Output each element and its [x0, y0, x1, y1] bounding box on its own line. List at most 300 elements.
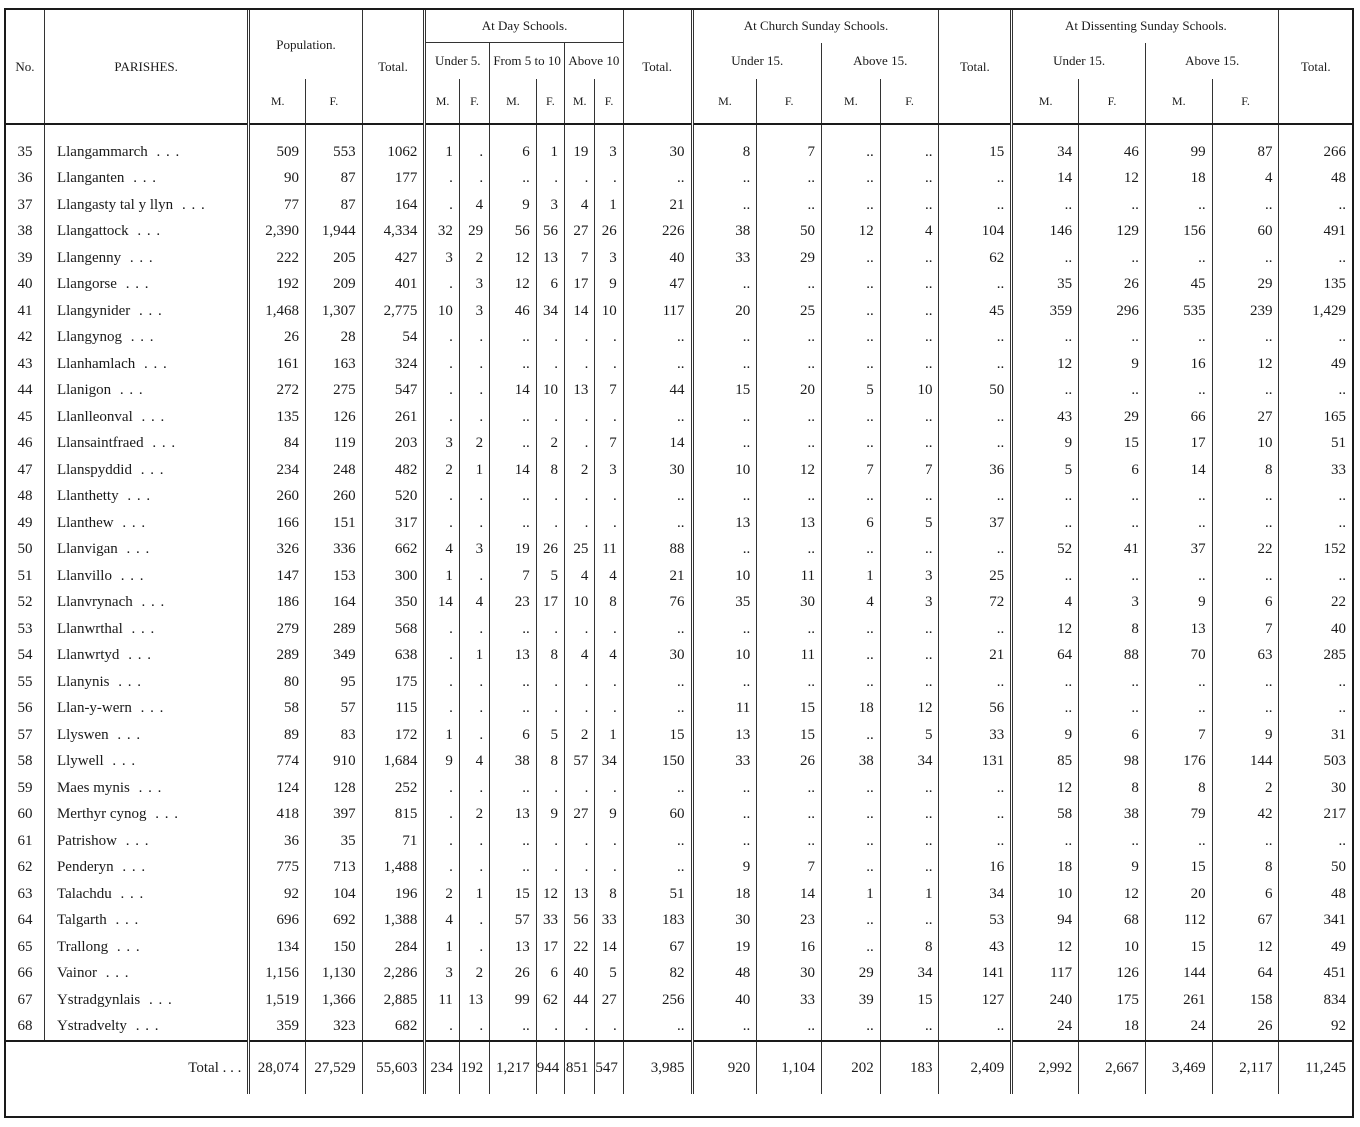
day-under5-m: . — [425, 802, 459, 829]
day-under5-f: 29 — [459, 219, 489, 246]
day-5to10-m: .. — [490, 669, 537, 696]
day-above10-m: 2 — [565, 457, 595, 484]
header-day-above10: Above 10 — [565, 43, 624, 80]
total-church-above15-m: 202 — [822, 1041, 881, 1094]
day-above10-f: 1 — [595, 722, 623, 749]
leader-dots: . . . — [115, 382, 144, 399]
pop-f: 104 — [306, 881, 363, 908]
diss-under15-m: 58 — [1012, 802, 1079, 829]
church-above15-m: .. — [822, 166, 881, 193]
day-5to10-f: . — [536, 775, 564, 802]
row-number: 65 — [6, 934, 44, 961]
parish-name — [44, 775, 248, 802]
header-m: M. — [249, 79, 306, 124]
parish-label: Llanvillo — [56, 567, 112, 584]
leader-dots: . . . — [135, 461, 165, 478]
church-above15-m: .. — [822, 325, 881, 352]
pop-total: 196 — [362, 881, 425, 908]
pop-f: 205 — [306, 245, 363, 272]
diss-under15-f: .. — [1079, 669, 1146, 696]
pop-total: 2,286 — [362, 961, 425, 988]
total-diss-above15-m: 3,469 — [1145, 1041, 1212, 1094]
church-under15-f: .. — [757, 802, 822, 829]
day-5to10-m: 12 — [490, 272, 537, 299]
diss-under15-f: 296 — [1079, 298, 1146, 325]
church-above15-m: 7 — [822, 457, 881, 484]
diss-total: 152 — [1323, 541, 1346, 558]
day-above10-f: 27 — [595, 987, 623, 1014]
row-number: 38 — [6, 219, 44, 246]
church-above15-f: 34 — [880, 749, 939, 776]
day-5to10-f: 17 — [536, 934, 564, 961]
leader-dots: . . . — [139, 355, 168, 372]
diss-above15-m: 17 — [1145, 431, 1212, 458]
church-under15-m: 13 — [692, 510, 757, 537]
diss-total: 491 — [1323, 223, 1346, 240]
pop-m: 89 — [249, 722, 306, 749]
leader-dots: . . . — [136, 408, 166, 425]
diss-above15-f: 9 — [1212, 722, 1279, 749]
row-number: 67 — [6, 987, 44, 1014]
parish-name — [44, 298, 248, 325]
church-above15-f: .. — [880, 1014, 939, 1042]
diss-above15-f: 144 — [1212, 749, 1279, 776]
diss-above15-m: 15 — [1145, 934, 1212, 961]
diss-under15-m: 52 — [1012, 537, 1079, 564]
church-above15-m: .. — [822, 272, 881, 299]
parish-name — [44, 325, 248, 352]
parish-label: Trallong — [56, 938, 109, 955]
diss-above15-m: 176 — [1145, 749, 1212, 776]
diss-above15-f: 12 — [1212, 351, 1279, 378]
day-5to10-f: . — [536, 616, 564, 643]
day-under5-f: 4 — [459, 590, 489, 617]
day-above10-f: 3 — [595, 457, 623, 484]
diss-total: 341 — [1323, 912, 1346, 929]
diss-above15-f: 10 — [1212, 431, 1279, 458]
day-under5-m: 3 — [425, 245, 459, 272]
day-5to10-m: 13 — [490, 802, 537, 829]
church-above15-f: 34 — [880, 961, 939, 988]
diss-above15-f: 12 — [1212, 934, 1279, 961]
church-under15-f: .. — [757, 775, 822, 802]
diss-total: 50 — [1331, 859, 1346, 876]
diss-above15-f: 60 — [1212, 219, 1279, 246]
day-under5-f: . — [459, 855, 489, 882]
diss-under15-m: 12 — [1012, 934, 1079, 961]
day-under5-f: 3 — [459, 272, 489, 299]
row-number: 42 — [6, 325, 44, 352]
day-under5-f: . — [459, 696, 489, 723]
day-total: 44 — [623, 378, 692, 405]
diss-above15-m: 144 — [1145, 961, 1212, 988]
parish-label: Llanwrtyd — [56, 647, 120, 664]
leader-dots: . . . — [128, 170, 157, 187]
pop-m: 775 — [249, 855, 306, 882]
church-above15-f: .. — [880, 775, 939, 802]
church-above15-m: .. — [822, 1014, 881, 1042]
day-under5-f: . — [459, 775, 489, 802]
diss-under15-m: .. — [1012, 563, 1079, 590]
total-day-above10-f: 547 — [595, 1041, 623, 1094]
parish-label: Llangorse — [56, 276, 117, 293]
day-above10-f: 3 — [595, 245, 623, 272]
day-5to10-m: .. — [490, 1014, 537, 1042]
church-total: 43 — [939, 934, 1012, 961]
diss-total: 49 — [1331, 938, 1346, 955]
diss-under15-f: 88 — [1079, 643, 1146, 670]
church-under15-f: 15 — [757, 722, 822, 749]
day-under5-f: . — [459, 669, 489, 696]
pop-f: 1,366 — [306, 987, 363, 1014]
church-under15-m: 11 — [692, 696, 757, 723]
diss-under15-m: 4 — [1012, 590, 1079, 617]
day-under5-m: . — [425, 643, 459, 670]
header-m: M. — [692, 79, 757, 124]
pop-f: 151 — [306, 510, 363, 537]
row-number: 44 — [6, 378, 44, 405]
diss-under15-m: .. — [1012, 484, 1079, 511]
pop-m: 161 — [249, 351, 306, 378]
day-5to10-f: . — [536, 828, 564, 855]
day-under5-m: . — [425, 855, 459, 882]
day-above10-f: 8 — [595, 590, 623, 617]
table-row — [6, 510, 1352, 537]
church-under15-m: 9 — [692, 855, 757, 882]
church-above15-m: 29 — [822, 961, 881, 988]
church-above15-f: .. — [880, 643, 939, 670]
church-total: 131 — [939, 749, 1012, 776]
day-above10-m: 19 — [565, 124, 595, 166]
parish-name — [44, 696, 248, 723]
parish-name — [44, 669, 248, 696]
day-5to10-m: 6 — [490, 124, 537, 166]
church-under15-f: 7 — [757, 124, 822, 166]
pop-total: 2,775 — [362, 298, 425, 325]
pop-total: 1,388 — [362, 908, 425, 935]
pop-m: 1,468 — [249, 298, 306, 325]
header-m: M. — [565, 79, 595, 124]
parish-name — [44, 404, 248, 431]
church-under15-f: .. — [757, 484, 822, 511]
pop-total: 284 — [362, 934, 425, 961]
pop-m: 26 — [249, 325, 306, 352]
parish-name — [44, 537, 248, 564]
day-under5-m: 10 — [425, 298, 459, 325]
day-under5-m: . — [425, 192, 459, 219]
parish-name — [44, 881, 248, 908]
pop-f: 35 — [306, 828, 363, 855]
diss-above15-f: .. — [1212, 828, 1279, 855]
diss-above15-f: 6 — [1212, 881, 1279, 908]
parish-schools-table — [6, 10, 1352, 1094]
diss-total: 165 — [1323, 408, 1346, 425]
church-under15-f: 11 — [757, 643, 822, 670]
day-under5-m: . — [425, 404, 459, 431]
day-5to10-f: 8 — [536, 643, 564, 670]
church-under15-f: .. — [757, 616, 822, 643]
day-total: .. — [623, 166, 692, 193]
diss-above15-f: 67 — [1212, 908, 1279, 935]
header-population: Population. — [249, 10, 362, 79]
church-under15-m: .. — [692, 537, 757, 564]
church-total: 127 — [939, 987, 1012, 1014]
church-above15-m: .. — [822, 775, 881, 802]
church-above15-m: .. — [822, 484, 881, 511]
church-total: .. — [939, 166, 1012, 193]
day-above10-f: . — [595, 166, 623, 193]
day-total: 15 — [623, 722, 692, 749]
pop-f: 150 — [306, 934, 363, 961]
diss-under15-f: .. — [1079, 245, 1146, 272]
row-number: 36 — [6, 166, 44, 193]
diss-above15-m: .. — [1145, 484, 1212, 511]
day-above10-m: 14 — [565, 298, 595, 325]
day-above10-m: 27 — [565, 802, 595, 829]
pop-m: 84 — [249, 431, 306, 458]
day-above10-f: 11 — [595, 537, 623, 564]
day-5to10-f: 5 — [536, 563, 564, 590]
pop-m: 418 — [249, 802, 306, 829]
day-above10-m: . — [565, 696, 595, 723]
total-church-above15-f: 183 — [880, 1041, 939, 1094]
day-above10-m: 10 — [565, 590, 595, 617]
totals-row — [6, 1041, 1352, 1094]
diss-total: 834 — [1323, 991, 1346, 1008]
parish-label: Llanvigan — [56, 541, 118, 558]
day-above10-f: . — [595, 696, 623, 723]
parish-label: Llywell — [56, 753, 104, 770]
diss-total: .. — [1338, 514, 1346, 531]
diss-under15-m: 18 — [1012, 855, 1079, 882]
day-total: .. — [623, 325, 692, 352]
day-above10-f: 1 — [595, 192, 623, 219]
church-above15-m: .. — [822, 298, 881, 325]
diss-total: 92 — [1331, 1018, 1346, 1035]
pop-f: 349 — [306, 643, 363, 670]
church-under15-m: 35 — [692, 590, 757, 617]
church-under15-f: 20 — [757, 378, 822, 405]
parish-label: Llan-y-wern — [56, 700, 132, 717]
header-church-under15: Under 15. — [692, 43, 822, 80]
pop-f: 260 — [306, 484, 363, 511]
church-under15-m: 48 — [692, 961, 757, 988]
row-number: 66 — [6, 961, 44, 988]
church-under15-f: .. — [757, 404, 822, 431]
leader-dots: . . . — [107, 753, 137, 770]
pop-total: 324 — [362, 351, 425, 378]
day-under5-m: 2 — [425, 457, 459, 484]
day-5to10-f: 56 — [536, 219, 564, 246]
diss-above15-f: 158 — [1212, 987, 1279, 1014]
diss-above15-m: 15 — [1145, 855, 1212, 882]
church-under15-f: .. — [757, 1014, 822, 1042]
table-row — [6, 325, 1352, 352]
pop-total: 482 — [362, 457, 425, 484]
parish-name — [44, 484, 248, 511]
church-above15-f: 5 — [880, 510, 939, 537]
day-5to10-m: .. — [490, 325, 537, 352]
day-total: 60 — [623, 802, 692, 829]
day-5to10-f: 6 — [536, 961, 564, 988]
day-under5-f: . — [459, 404, 489, 431]
day-5to10-m: 13 — [490, 643, 537, 670]
row-number: 56 — [6, 696, 44, 723]
pop-total: 682 — [362, 1014, 425, 1042]
day-above10-f: 5 — [595, 961, 623, 988]
church-above15-m: .. — [822, 908, 881, 935]
day-above10-f: 3 — [595, 124, 623, 166]
day-under5-m: 3 — [425, 961, 459, 988]
diss-total: .. — [1338, 488, 1346, 505]
church-above15-m: 12 — [822, 219, 881, 246]
diss-under15-m: 117 — [1012, 961, 1079, 988]
church-above15-f: .. — [880, 537, 939, 564]
day-under5-f: . — [459, 124, 489, 166]
day-5to10-f: 13 — [536, 245, 564, 272]
parish-name — [44, 192, 248, 219]
header-m: M. — [490, 79, 537, 124]
day-above10-m: 22 — [565, 934, 595, 961]
diss-under15-f: 10 — [1079, 934, 1146, 961]
day-above10-f: . — [595, 855, 623, 882]
church-under15-m: .. — [692, 166, 757, 193]
church-above15-f: 7 — [880, 457, 939, 484]
church-above15-m: .. — [822, 245, 881, 272]
day-under5-m: 1 — [425, 722, 459, 749]
church-above15-m: .. — [822, 934, 881, 961]
table-row — [6, 908, 1352, 935]
church-total: .. — [939, 325, 1012, 352]
pop-m: 289 — [249, 643, 306, 670]
pop-f: 910 — [306, 749, 363, 776]
diss-above15-m: 37 — [1145, 537, 1212, 564]
totals-label-cell — [6, 1041, 249, 1094]
diss-above15-m: 79 — [1145, 802, 1212, 829]
diss-total: .. — [1338, 832, 1346, 849]
church-under15-m: .. — [692, 1014, 757, 1042]
church-under15-f: .. — [757, 351, 822, 378]
pop-total: 261 — [362, 404, 425, 431]
church-above15-f: 10 — [880, 378, 939, 405]
day-5to10-f: 10 — [536, 378, 564, 405]
parish-name — [44, 616, 248, 643]
day-above10-f: 7 — [595, 431, 623, 458]
day-under5-f: . — [459, 166, 489, 193]
day-above10-m: . — [565, 775, 595, 802]
parish-label: Llanspyddid — [56, 461, 132, 478]
day-above10-m: 4 — [565, 192, 595, 219]
diss-above15-f: 239 — [1212, 298, 1279, 325]
leader-dots: . . . — [144, 991, 173, 1008]
church-under15-f: 33 — [757, 987, 822, 1014]
header-m: M. — [425, 79, 459, 124]
church-total: 33 — [939, 722, 1012, 749]
diss-under15-f: .. — [1079, 325, 1146, 352]
pop-total: 427 — [362, 245, 425, 272]
diss-above15-m: .. — [1145, 696, 1212, 723]
pop-total: 547 — [362, 378, 425, 405]
diss-under15-m: .. — [1012, 378, 1079, 405]
day-under5-f: 2 — [459, 431, 489, 458]
church-under15-f: .. — [757, 669, 822, 696]
diss-above15-f: .. — [1212, 563, 1279, 590]
pop-f: 713 — [306, 855, 363, 882]
parish-name — [44, 855, 248, 882]
diss-under15-f: .. — [1079, 563, 1146, 590]
diss-above15-f: .. — [1212, 192, 1279, 219]
parish-label: Llanlleonval — [56, 408, 133, 425]
day-5to10-m: 7 — [490, 563, 537, 590]
church-under15-m: .. — [692, 192, 757, 219]
day-total: 30 — [623, 643, 692, 670]
church-above15-f: 3 — [880, 563, 939, 590]
day-5to10-m: .. — [490, 484, 537, 511]
total-diss-above15-f: 2,117 — [1212, 1041, 1279, 1094]
pop-f: 163 — [306, 351, 363, 378]
day-5to10-f: 8 — [536, 457, 564, 484]
church-above15-m: 18 — [822, 696, 881, 723]
church-under15-m: 8 — [692, 124, 757, 166]
row-number: 47 — [6, 457, 44, 484]
diss-total: .. — [1338, 196, 1346, 213]
parish-label: Ystradgynlais — [56, 991, 141, 1008]
day-under5-f: 4 — [459, 192, 489, 219]
day-5to10-m: 9 — [490, 192, 537, 219]
day-above10-m: . — [565, 1014, 595, 1042]
parish-label: Llangammarch — [56, 143, 148, 160]
diss-above15-f: .. — [1212, 696, 1279, 723]
day-5to10-m: 46 — [490, 298, 537, 325]
day-total: 30 — [623, 457, 692, 484]
church-above15-f: 12 — [880, 696, 939, 723]
diss-above15-m: .. — [1145, 192, 1212, 219]
diss-under15-f: 12 — [1079, 166, 1146, 193]
church-under15-f: 16 — [757, 934, 822, 961]
diss-total: 135 — [1323, 276, 1346, 293]
pop-total: 54 — [362, 325, 425, 352]
church-above15-m: 5 — [822, 378, 881, 405]
pop-total: 1,684 — [362, 749, 425, 776]
table-row — [6, 484, 1352, 511]
diss-total: 48 — [1331, 885, 1346, 902]
row-number: 43 — [6, 351, 44, 378]
pop-m: 279 — [249, 616, 306, 643]
total-pop-total: 55,603 — [362, 1041, 425, 1094]
pop-m: 58 — [249, 696, 306, 723]
diss-under15-m: .. — [1012, 696, 1079, 723]
day-5to10-m: 57 — [490, 908, 537, 935]
day-under5-f: . — [459, 908, 489, 935]
day-under5-m: . — [425, 669, 459, 696]
day-total: 117 — [623, 298, 692, 325]
pop-f: 87 — [306, 192, 363, 219]
pop-f: 1,307 — [306, 298, 363, 325]
church-above15-f: .. — [880, 828, 939, 855]
church-above15-m: .. — [822, 828, 881, 855]
diss-under15-f: .. — [1079, 378, 1146, 405]
diss-under15-f: 29 — [1079, 404, 1146, 431]
church-above15-f: 1 — [880, 881, 939, 908]
diss-above15-m: .. — [1145, 669, 1212, 696]
pop-total: 2,885 — [362, 987, 425, 1014]
diss-above15-m: 112 — [1145, 908, 1212, 935]
day-5to10-f: 26 — [536, 537, 564, 564]
church-above15-m: .. — [822, 669, 881, 696]
church-above15-m: 4 — [822, 590, 881, 617]
pop-total: 317 — [362, 510, 425, 537]
pop-total: 568 — [362, 616, 425, 643]
